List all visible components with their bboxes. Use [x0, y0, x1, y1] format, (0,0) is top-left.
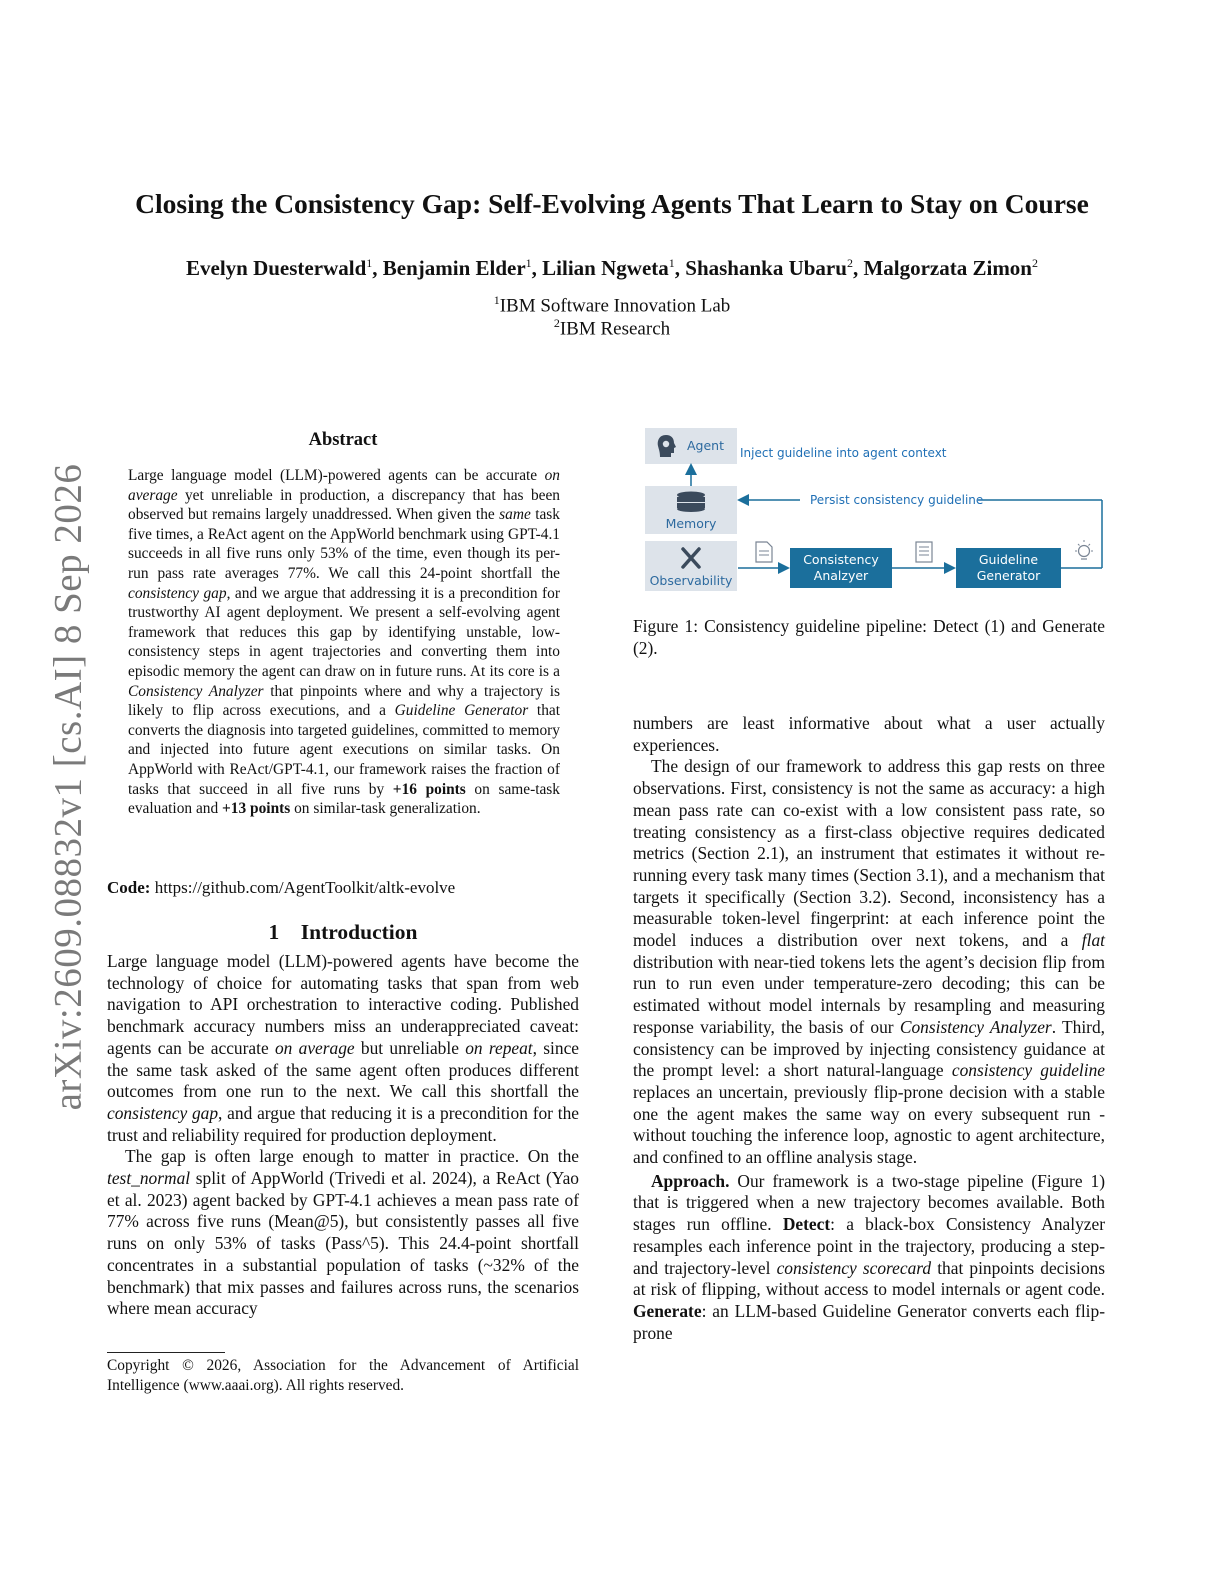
text-run: : a black-box Consistency Analyzer resamples each inference point in the trajectory, producing a step- and trajectory-level — [633, 1214, 1105, 1278]
text-run: . Third, consistency can be improved by injecting consistency guidance at the prompt level: a short natural-language — [633, 1016, 1105, 1081]
emphasis: consistency gap — [107, 1102, 219, 1123]
emphasis: test_normal — [107, 1168, 191, 1189]
affiliation: $^1$IBM Software Innovation Lab — [493, 293, 731, 317]
emphasis: Guideline Generator — [394, 702, 529, 720]
author-list: Evelyn Duesterwald$^1$, Benjamin Elder$^1$, Lilian Ngweta$^1$, Shashanka Ubaru$^2$, Malgorzata Zimon$^2$ — [186, 256, 1038, 280]
emphasis: Consistency Analyzer — [128, 682, 264, 700]
abstract-heading: Abstract — [308, 430, 378, 450]
inject-guideline-label: Inject guideline into agent context — [740, 446, 947, 460]
text-run: replaces an uncertain, previously flip-prone decision with a stable one the agent makes the same way on every subsequent run - without touching the inference loop, agnostic to agent architecture, and confined to an offline analysis stage. — [633, 1081, 1105, 1168]
bold-text: +13 points — [222, 800, 291, 818]
text-run: that pinpoints decisions at risk of flipping, without access to model internals or agent code. — [633, 1257, 1105, 1300]
paragraph — [633, 713, 1105, 756]
emphasis: consistency gap — [128, 584, 227, 602]
emphasis: on average — [274, 1037, 355, 1058]
bold-text: Approach. — [651, 1170, 730, 1191]
text-run: yet unreliable in production, a discrepancy that has been observed but remains largely unaddressed. When given the — [128, 486, 560, 524]
paragraph — [633, 756, 1105, 1168]
observability-label: Observability — [649, 573, 733, 588]
emphasis: flat — [1081, 930, 1105, 951]
paper-title: Closing the Consistency Gap: Self-Evolving Agents That Learn to Stay on Course — [135, 188, 1089, 219]
author: Benjamin Elder$^1$ — [382, 256, 532, 280]
persist-guideline-label: Persist consistency guideline — [810, 493, 984, 507]
bold-text: Generate — [633, 1300, 702, 1321]
author: Lilian Ngweta$^1$ — [542, 256, 675, 280]
text-run: , and we argue that addressing it is a precondition for trustworthy AI agent deployment. We present a self-evolving agent framework that reduces this gap by identifying unstable, low-consistency steps in agent trajectories and converting them into episodic memory the agent can draw on in future runs. At its core is a — [128, 584, 560, 680]
paragraph — [107, 1146, 579, 1320]
bold-text: Detect — [782, 1214, 831, 1235]
bold-text: +16 points — [392, 780, 466, 798]
arxiv-identifier: arXiv:2609.08832v1 [cs.AI] 8 Sep 2026 — [46, 463, 90, 1111]
copyright-footnote: Copyright © 2026, Association for the Advancement of Artificial Intelligence (www.aaai.org). All rights reserved. — [107, 1357, 579, 1394]
emphasis: consistency scorecard — [776, 1257, 932, 1278]
intro-right-column — [633, 713, 1105, 1344]
guideline-generator-label: Guideline Generator — [976, 552, 1041, 583]
consistency-analyzer-label: Consistency Analzyer — [803, 552, 879, 583]
text-run: that converts the diagnosis into targeted guidelines, committed to memory and injected into future agent executions on similar tasks. On AppWorld with ReAct/GPT-4.1, our framework raises the fraction of tasks that succeed in all five runs by — [128, 702, 561, 798]
text-run: Large language model (LLM)-powered agents can be accurate — [128, 467, 545, 484]
text-run: Large language model (LLM)-powered agents have become the technology of choice for automating tasks that span from web navigation to API orchestration to interactive coding. Published benchmark accuracy numbers miss an underappreciated caveat: agents can be accurate — [107, 951, 579, 1058]
text-run: that pinpoints where and why a trajectory is likely to flip across executions, and a — [128, 682, 560, 720]
paragraph — [633, 1171, 1105, 1345]
lightbulb-icon — [1075, 540, 1093, 559]
list-document-icon — [916, 542, 932, 562]
text-run: numbers are least informative about what a user actually experiences. — [633, 713, 1105, 755]
affiliation: $^2$IBM Research — [553, 316, 671, 340]
footnote-rule — [107, 1352, 225, 1353]
text-run: Our framework is a two-stage pipeline (Figure 1) that is triggered when a new trajectory becomes available. Both stages run offline. — [633, 1170, 1105, 1235]
text-run: The gap is often large enough to matter in practice. On the — [125, 1146, 579, 1167]
text-run: , since the same task asked of the same agent often produces different outcomes from one run to the next. We call this shortfall the — [107, 1037, 580, 1102]
emphasis: same — [499, 506, 531, 524]
text-run: on same-task evaluation and — [128, 780, 560, 818]
text-run: on similar-task generalization. — [290, 800, 481, 818]
emphasis: Consistency Analyzer — [899, 1016, 1052, 1037]
author: Evelyn Duesterwald$^1$ — [186, 256, 373, 280]
text-run: : an LLM-based Guideline Generator converts each flip-prone — [633, 1300, 1105, 1343]
intro-left-column — [107, 951, 579, 1320]
paragraph — [107, 951, 579, 1146]
code-label: Code: — [107, 878, 151, 897]
abstract-body — [128, 466, 560, 819]
text-run: split of AppWorld (Trivedi et al. 2024), a ReAct (Yao et al. 2023) agent backed by GPT-4.1 achieves a mean pass rate of 77% across five runs (Mean@5), but consistently passes all five runs on only 53% of tasks (Pass^5). This 24.4-point shortfall concentrates in a substantial population of tasks (~32% of the benchmark) that mix passes and failures across runs, the scenarios where mean accuracy — [107, 1168, 579, 1319]
author: Malgorzata Zimon$^2$ — [863, 256, 1038, 280]
text-run: , and argue that reducing it is a precondition for the trust and reliability required for production deployment. — [107, 1102, 580, 1145]
text-run: but unreliable — [354, 1037, 466, 1058]
code-link[interactable] — [107, 878, 455, 898]
code-url[interactable]: https://github.com/AgentToolkit/altk-evolve — [154, 878, 456, 897]
emphasis: on repeat — [465, 1037, 533, 1058]
text-run: task five times, a ReAct agent on the AppWorld benchmark using GPT-4.1 succeeds in all five runs only 53% of the time, even though its per-run pass rate averages 77%. We call this 24-point shortfall the — [128, 506, 560, 582]
author: Shashanka Ubaru$^2$ — [685, 256, 853, 280]
document-icon — [756, 542, 772, 562]
emphasis: on average — [128, 467, 560, 504]
agent-label: Agent — [687, 438, 724, 453]
text-run: The design of our framework to address this gap rests on three observations. First, consistency is not the same as accuracy: a high mean pass rate can co-exist with a low consistent pass rate, so treating consistency as a first-class objective requires dedicated metrics (Section 2.1), an instrument that estimates it without re-running every task many times (Section 3.1), and a mechanism that targets it specifically (Section 3.2). Second, inconsistency has a measurable token-level fingerprint: at each inference point the model induces a distribution over next tokens, and a — [633, 756, 1105, 951]
figure-1-pipeline-diagram — [640, 424, 1110, 596]
emphasis: consistency guideline — [951, 1060, 1105, 1081]
section-heading: 1 Introduction — [268, 920, 418, 944]
figure-caption: Figure 1: Consistency guideline pipeline: Detect (1) and Generate (2). — [633, 616, 1105, 658]
memory-label: Memory — [665, 516, 717, 531]
text-run: distribution with near-tied tokens lets the agent’s decision flip from run to run even under temperature-zero decoding; this can be estimated without model internals by resampling and measuring response variability, the basis of our — [633, 951, 1105, 1037]
